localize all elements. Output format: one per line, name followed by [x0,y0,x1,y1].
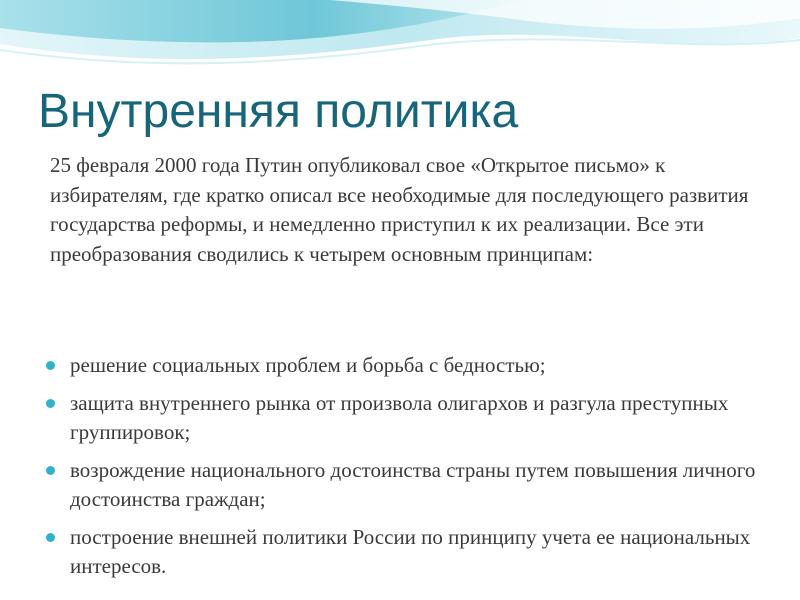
bullet-dot-icon [46,466,55,475]
list-item-text: защита внутреннего рынка от произвола олигархов и разгула преступных группировок; [70,390,729,444]
list-item [46,351,766,381]
list-item-text: построение внешней политики России по принципу учета ее национальных интересов. [70,524,751,578]
list-item-text: возрождение национального достоинства страны путем повышения личного достоинства граждан; [70,457,756,511]
decorative-wave-header [0,0,800,90]
list-item [46,456,766,515]
bullet-dot-icon [46,361,55,370]
list-item-text: решение социальных проблем и борьба с бедностью; [70,353,546,377]
bullet-dot-icon [46,533,55,542]
slide-title: Внутренняя политика [38,85,519,138]
list-item [46,389,766,448]
bullet-dot-icon [46,399,55,408]
principles-list [46,351,766,590]
list-item [46,523,766,582]
intro-paragraph: 25 февраля 2000 года Путин опубликовал свое «Открытое письмо» к избирателям, где кратко описал все необходимые для последующего развития государства реформы, и немедленно приступил к их реализации. Все эти преобразования сводились к четырем основным принципам: [50,153,749,266]
